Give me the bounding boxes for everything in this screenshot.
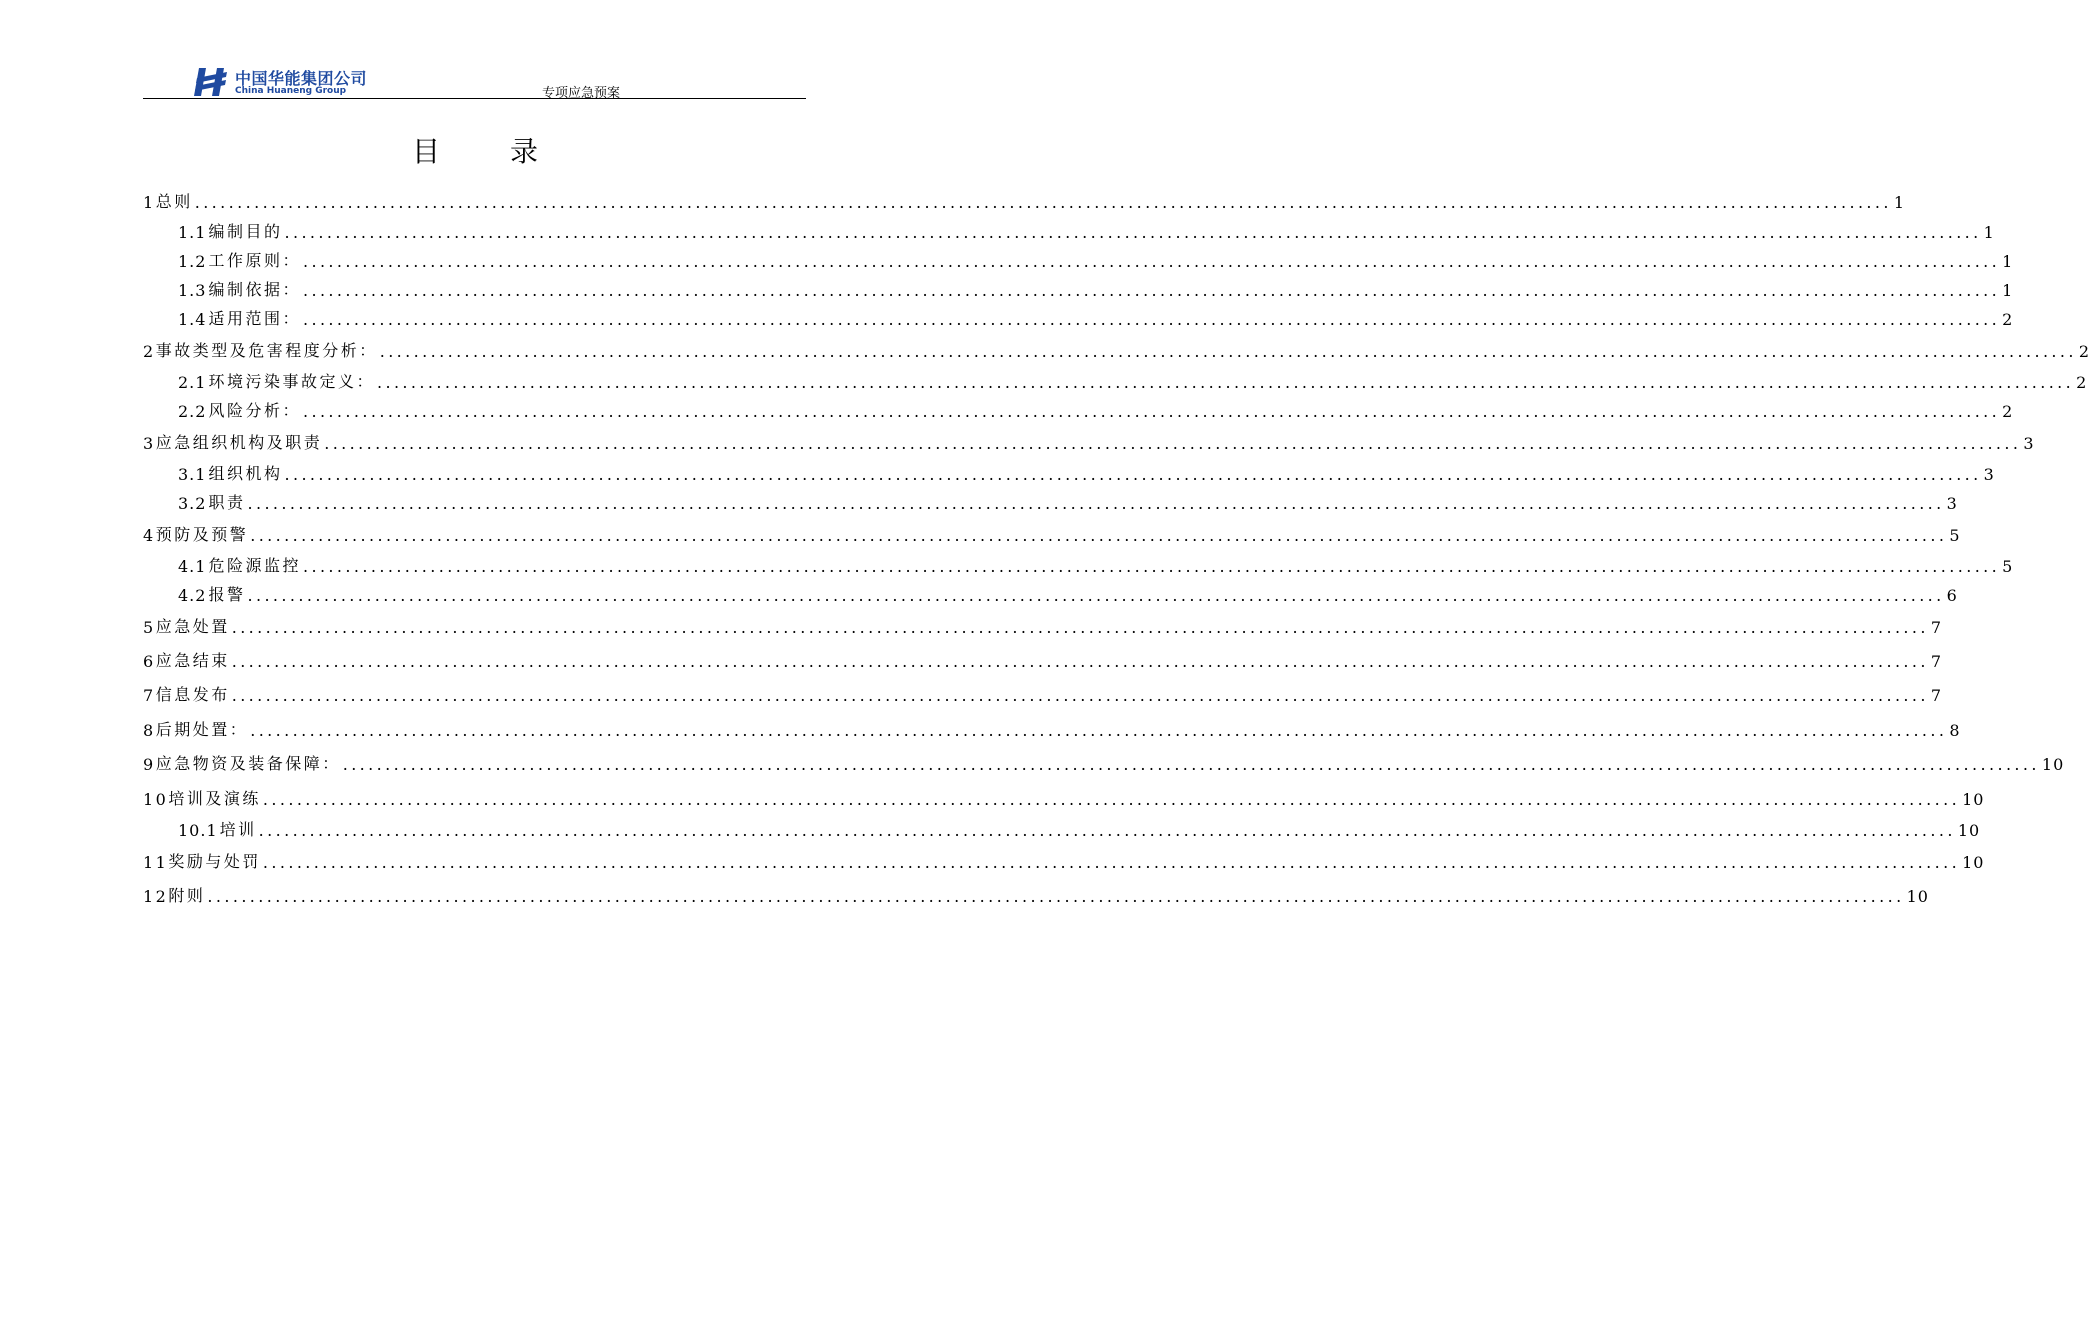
toc-entry-label: 危险源监控 — [208, 556, 301, 575]
toc-entry-page: 1 — [2002, 252, 2014, 271]
toc-entry-label: 培训及演练 — [168, 789, 261, 808]
toc-entry-label: 环境污染事故定义： — [208, 372, 375, 391]
toc-entry[interactable] — [143, 848, 1985, 872]
toc-entry-label: 培训 — [219, 820, 257, 839]
toc-title-char-1: 目 — [411, 135, 440, 168]
toc-entry-label: 编制依据： — [208, 280, 301, 299]
toc-entry[interactable] — [143, 218, 1995, 242]
toc-entry-label: 应急组织机构及职责 — [155, 433, 323, 452]
toc-entry-label: 风险分析： — [208, 401, 301, 420]
toc-entry-page: 10 — [1957, 821, 1981, 840]
page-header — [143, 60, 806, 100]
company-logo — [193, 66, 493, 98]
toc-entry[interactable] — [143, 429, 2035, 453]
toc-entry-page: 10 — [1906, 887, 1929, 906]
toc-entry-label: 报警 — [208, 585, 246, 604]
toc-leader-dots: ........................................................................................................................................................................................................ — [207, 887, 1905, 906]
toc-entry[interactable] — [143, 750, 2065, 774]
toc-leader-dots: ........................................................................................................................................................................................................ — [231, 652, 1929, 671]
toc-title-char-2: 录 — [510, 135, 539, 168]
toc-entry-label: 事故类型及危害程度分析： — [155, 341, 378, 360]
toc-entry[interactable] — [143, 552, 2014, 576]
toc-leader-dots: ........................................................................................................................................................................................................ — [379, 342, 2077, 361]
toc-entry-page: 7 — [1930, 652, 1943, 671]
toc-entry[interactable] — [143, 816, 1981, 840]
toc-leader-dots: ........................................................................................................................................................................................................ — [302, 281, 2001, 300]
toc-entry-number: 1.3 — [178, 281, 207, 300]
toc-entry-page: 3 — [1983, 465, 1995, 484]
toc-entry-number: 10.1 — [178, 821, 218, 840]
toc-entry[interactable] — [143, 337, 2090, 361]
toc-entry-page: 1 — [1893, 193, 1906, 212]
toc-leader-dots: ........................................................................................................................................................................................................ — [262, 853, 1961, 872]
header-rule — [143, 98, 806, 99]
toc-entry-label: 组织机构 — [208, 464, 283, 483]
toc-leader-dots: ........................................................................................................................................................................................................ — [247, 494, 1945, 513]
toc-entry-page: 1 — [2002, 281, 2014, 300]
huaneng-logo-icon — [193, 66, 229, 98]
toc-entry-number: 1.1 — [178, 223, 207, 242]
toc-entry-number: 4.2 — [178, 586, 207, 605]
toc-leader-dots: ........................................................................................................................................................................................................ — [342, 755, 2040, 774]
toc-leader-dots: ........................................................................................................................................................................................................ — [231, 618, 1929, 637]
toc-entry-label: 适用范围： — [208, 309, 301, 328]
toc-entry-page: 3 — [2023, 434, 2035, 453]
toc-entry-page: 2 — [2076, 373, 2088, 392]
toc-entry-page: 10 — [1962, 853, 1985, 872]
toc-leader-dots: ........................................................................................................................................................................................................ — [262, 790, 1961, 809]
toc-leader-dots: ........................................................................................................................................................................................................ — [302, 557, 2001, 576]
toc-entry[interactable] — [143, 460, 1995, 484]
toc-entry-number: 10 — [143, 790, 169, 809]
toc-entry-label: 预防及预警 — [155, 525, 249, 544]
toc-entry-label: 编制目的 — [208, 222, 283, 241]
toc-entry-label: 职责 — [208, 493, 246, 512]
toc-leader-dots: ........................................................................................................................................................................................................ — [258, 821, 1956, 840]
toc-entry-number: 5 — [143, 618, 156, 637]
toc-entry-label: 后期处置： — [155, 720, 249, 739]
toc-entry-page: 7 — [1930, 618, 1943, 637]
toc-entry-number: 3 — [143, 434, 156, 453]
toc-entry-page: 2 — [2078, 342, 2090, 361]
toc-entry-number: 4 — [143, 526, 156, 545]
toc-entry-page: 2 — [2002, 310, 2014, 329]
toc-entry-page: 6 — [1946, 586, 1958, 605]
toc-entry[interactable] — [143, 647, 1943, 671]
company-name-en: China Huaneng Group — [235, 86, 347, 96]
toc-entry-number: 7 — [143, 686, 156, 705]
toc-entry-page: 5 — [2002, 557, 2014, 576]
toc-leader-dots: ........................................................................................................................................................................................................ — [250, 526, 1948, 545]
toc-entry[interactable] — [143, 613, 1943, 637]
toc-entry-page: 8 — [1949, 721, 1961, 740]
toc-leader-dots: ........................................................................................................................................................................................................ — [247, 586, 1945, 605]
document-type: 专项应急预案 — [541, 86, 620, 101]
toc-entry[interactable] — [143, 489, 1958, 513]
toc-leader-dots: ........................................................................................................................................................................................................ — [376, 373, 2075, 392]
toc-entry-label: 奖励与处罚 — [168, 852, 261, 871]
toc-entry[interactable] — [143, 305, 2014, 329]
company-name-cn: 中国华能集团公司 — [235, 69, 368, 88]
toc-entry[interactable] — [143, 397, 2014, 421]
toc-entry-number: 2.1 — [178, 373, 207, 392]
toc-entry-page: 10 — [1962, 790, 1985, 809]
toc-entry-page: 7 — [1930, 686, 1943, 705]
toc-leader-dots: ........................................................................................................................................................................................................ — [250, 721, 1948, 740]
toc-entry-label: 应急结束 — [155, 651, 230, 670]
toc-entry-label: 应急处置 — [155, 617, 230, 636]
toc-entry-number: 9 — [143, 755, 156, 774]
toc-entry[interactable] — [143, 716, 1961, 740]
toc-entry[interactable] — [143, 581, 1958, 605]
toc-entry-number: 8 — [143, 721, 156, 740]
toc-leader-dots: ........................................................................................................................................................................................................ — [194, 193, 1892, 212]
toc-entry-number: 1 — [143, 193, 156, 212]
toc-entry-page: 3 — [1946, 494, 1958, 513]
toc-entry-label: 附则 — [168, 886, 206, 905]
toc-entry-label: 总则 — [155, 192, 193, 211]
toc-entry[interactable] — [143, 681, 1943, 705]
toc-leader-dots: ........................................................................................................................................................................................................ — [284, 465, 1982, 484]
toc-entry[interactable] — [143, 521, 1961, 545]
toc-entry[interactable] — [143, 188, 1906, 212]
toc-entry-number: 2.2 — [178, 402, 207, 421]
toc-entry[interactable] — [143, 785, 1985, 809]
toc-leader-dots: ........................................................................................................................................................................................................ — [302, 310, 2001, 329]
toc-leader-dots: ........................................................................................................................................................................................................ — [302, 252, 2001, 271]
toc-entry[interactable] — [143, 276, 2014, 300]
toc-leader-dots: ........................................................................................................................................................................................................ — [231, 686, 1929, 705]
toc-entry-label: 信息发布 — [155, 685, 230, 704]
toc-leader-dots: ........................................................................................................................................................................................................ — [302, 402, 2001, 421]
toc-entry[interactable] — [143, 368, 2088, 392]
toc-entry-page: 10 — [2041, 755, 2065, 774]
toc-entry-number: 3.1 — [178, 465, 207, 484]
toc-entry-label: 应急物资及装备保障： — [155, 754, 341, 773]
toc-entry-number: 11 — [143, 853, 169, 872]
toc-entry-number: 6 — [143, 652, 156, 671]
toc-entry-number: 1.4 — [178, 310, 207, 329]
toc-entry-number: 2 — [143, 342, 156, 361]
toc-entry-page: 2 — [2002, 402, 2014, 421]
toc-title — [0, 130, 950, 170]
toc-entry-page: 5 — [1949, 526, 1961, 545]
toc-entry-page: 1 — [1983, 223, 1995, 242]
toc-leader-dots: ........................................................................................................................................................................................................ — [324, 434, 2022, 453]
toc-entry-label: 工作原则： — [208, 251, 301, 270]
toc-entry-number: 12 — [143, 887, 169, 906]
toc-entry-number: 4.1 — [178, 557, 207, 576]
toc-entry-number: 1.2 — [178, 252, 207, 271]
toc-leader-dots: ........................................................................................................................................................................................................ — [284, 223, 1982, 242]
toc-entry-number: 3.2 — [178, 494, 207, 513]
toc-entry[interactable] — [143, 247, 2014, 271]
toc-entry[interactable] — [143, 882, 1929, 906]
